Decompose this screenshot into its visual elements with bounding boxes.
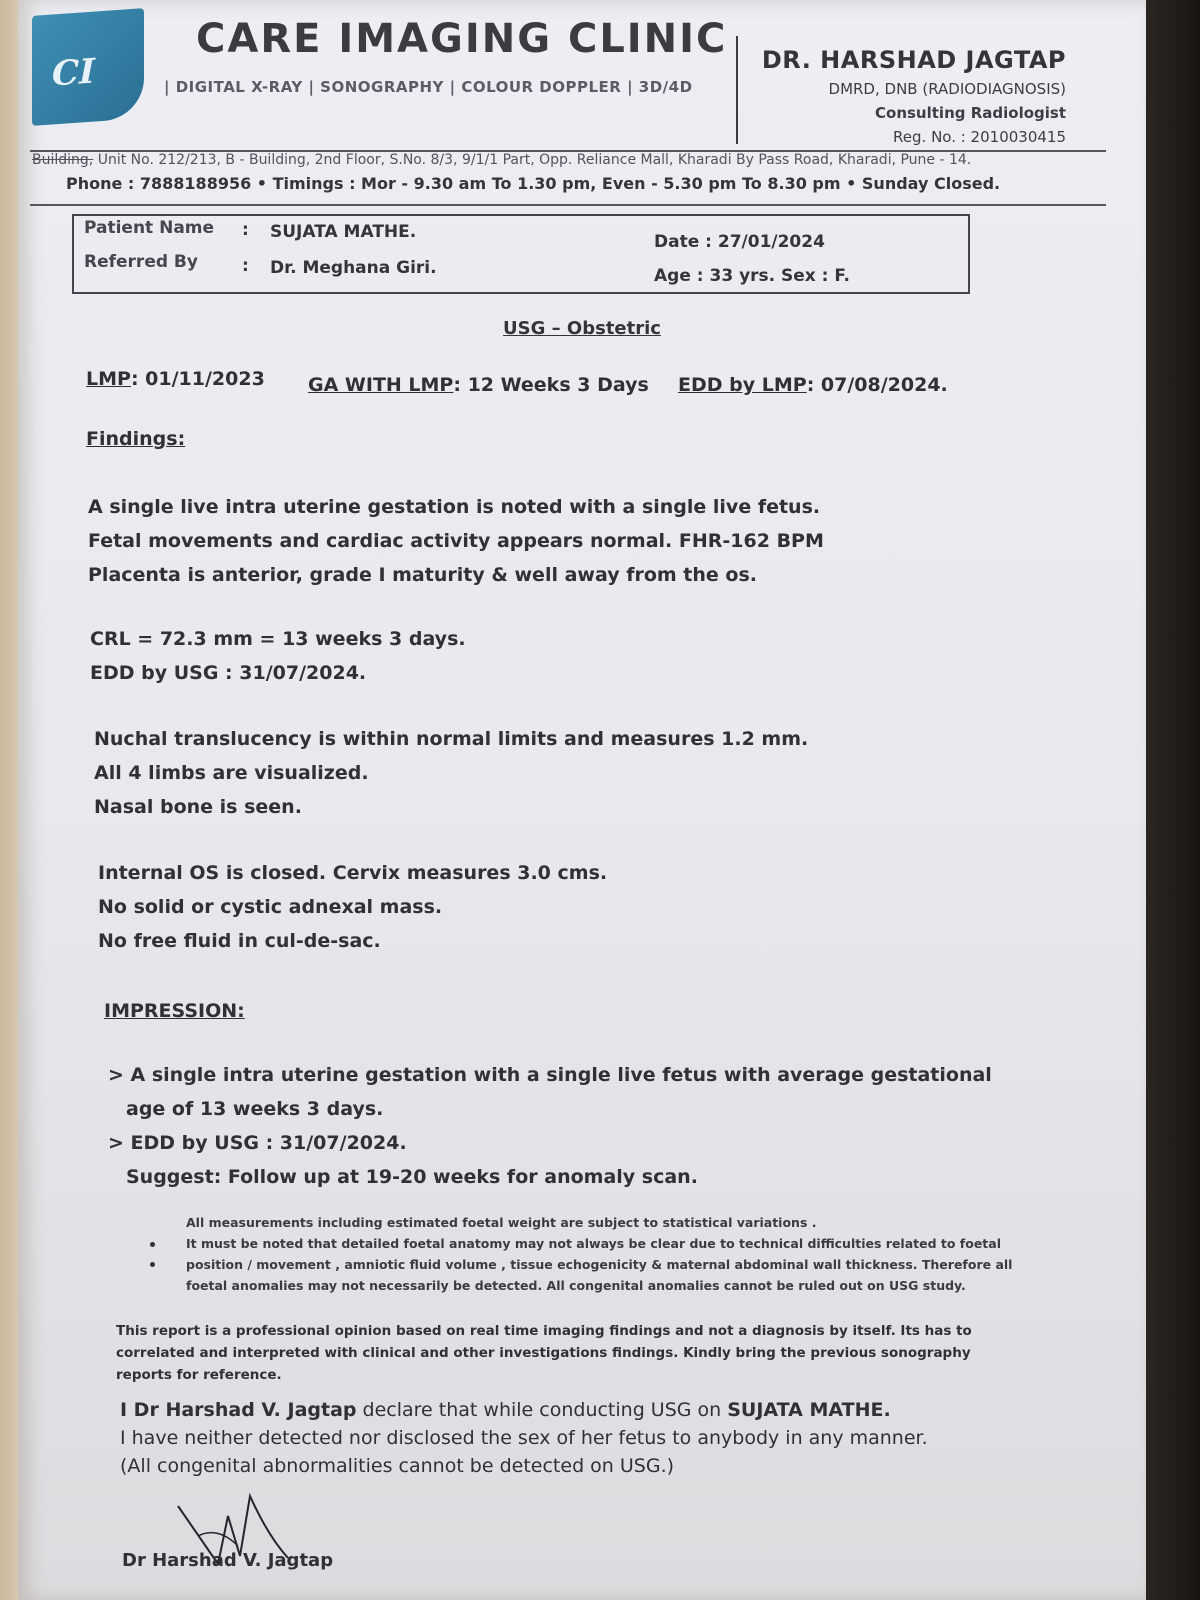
ga-line <box>308 374 649 396</box>
report-date: Date : 27/01/2024 <box>654 232 825 252</box>
sex-declaration <box>120 1396 928 1480</box>
ga-label: GA WITH LMP <box>308 374 454 396</box>
clinic-name: CARE IMAGING CLINIC <box>196 16 728 62</box>
referred-by-sep: : <box>242 256 249 276</box>
lmp-value: : 01/11/2023 <box>130 368 265 390</box>
finding-line: No solid or cystic adnexal mass. <box>98 896 443 918</box>
report-note: This report is a professional opinion based on real time imaging findings and not a diagnosis by itself. Its has to correlated and interpreted with clinical and other investigations findings. Kindly bring the previous sonography reports for reference. <box>116 1323 972 1383</box>
address-text: Unit No. 212/213, B - Building, 2nd Floor, S.No. 8/3, 9/1/1 Part, Opp. Reliance Mall, Kharadi By Pass Road, Kharadi, Pune - 14. <box>93 152 972 168</box>
impression-line: Suggest: Follow up at 19-20 weeks for anomaly scan. <box>126 1166 698 1188</box>
patient-name-label: Patient Name <box>84 218 215 238</box>
impression-block <box>108 1058 992 1194</box>
patient-name: SUJATA MATHE. <box>270 222 417 242</box>
findings-block-4 <box>98 856 607 958</box>
doctor-name: DR. HARSHAD JAGTAP <box>761 46 1066 74</box>
patient-name-sep: : <box>242 220 249 240</box>
finding-line: CRL = 72.3 mm = 13 weeks 3 days. <box>90 628 466 650</box>
findings-block-2 <box>90 622 466 690</box>
doctor-qualification: DMRD, DNB (RADIODIAGNOSIS) <box>828 80 1066 98</box>
finding-line: Internal OS is closed. Cervix measures 3.0 cms. <box>98 862 608 884</box>
finding-line: Fetal movements and cardiac activity appears normal. FHR-162 BPM <box>88 530 824 552</box>
lmp-line <box>86 368 265 390</box>
signature-name: Dr Harshad V. Jagtap <box>122 1550 334 1571</box>
patient-age-sex: Age : 33 yrs. Sex : F. <box>654 266 850 286</box>
referred-by-label: Referred By <box>84 252 198 272</box>
finding-line: Nuchal translucency is within normal limits and measures 1.2 mm. <box>94 728 809 750</box>
impression-line: age of 13 weeks 3 days. <box>126 1098 384 1120</box>
finding-line: Placenta is anterior, grade I maturity & well away from the os. <box>88 564 757 586</box>
declaration-line-2: I have neither detected nor disclosed the sex of her fetus to anybody in any manner. <box>120 1427 928 1449</box>
patient-info-box <box>72 214 970 294</box>
header-divider <box>736 36 738 144</box>
logo-text: CI <box>52 51 95 95</box>
disclaimer-line: All measurements including estimated foetal weight are subject to statistical variations . <box>186 1215 817 1230</box>
ga-value: : 12 Weeks 3 Days <box>453 374 649 396</box>
finding-line: No free fluid in cul-de-sac. <box>98 930 381 952</box>
clinic-services: | DIGITAL X-RAY | SONOGRAPHY | COLOUR DOPPLER | 3D/4D <box>164 78 693 96</box>
disclaimer-line: It must be noted that detailed foetal anatomy may not always be clear due to technical difficulties related to foetal position / movement , amniotic fluid volume , tissue echogenicity & maternal abdominal wall thickness. Therefore all foetal anomalies may not necessarily be detected. All congenital anomalies cannot be ruled out on USG study. <box>186 1236 1013 1293</box>
findings-block-1 <box>88 490 824 592</box>
referred-by: Dr. Meghana Giri. <box>270 258 437 278</box>
report-page <box>18 0 1146 1600</box>
finding-line: All 4 limbs are visualized. <box>94 762 369 784</box>
clinic-logo <box>32 8 144 126</box>
impression-line: > A single intra uterine gestation with a single live fetus with average gestational <box>108 1064 992 1086</box>
bullet-1 <box>150 1242 155 1247</box>
bullet-2 <box>150 1262 155 1267</box>
doctor-reg-no: Reg. No. : 2010030415 <box>893 128 1066 146</box>
declaration-line-3: (All congenital abnormalities cannot be detected on USG.) <box>120 1455 675 1477</box>
edd-lmp-label: EDD by LMP <box>678 374 807 396</box>
report-title: USG – Obstetric <box>503 318 661 339</box>
findings-block-3 <box>94 722 808 824</box>
finding-line: Nasal bone is seen. <box>94 796 302 818</box>
declaration-line-1: I Dr Harshad V. Jagtap declare that while conducting USG on SUJATA MATHE. <box>120 1399 891 1421</box>
findings-heading: Findings: <box>86 428 186 450</box>
clinic-phone-timings: Phone : 7888188956 • Timings : Mor - 9.30 am To 1.30 pm, Even - 5.30 pm To 8.30 pm • Sunday Closed. <box>66 174 1001 193</box>
doctor-info <box>762 46 1066 146</box>
edd-lmp-value: : 07/08/2024. <box>806 374 948 396</box>
impression-line: > EDD by USG : 31/07/2024. <box>108 1132 407 1154</box>
edd-lmp-line <box>678 374 948 396</box>
lmp-label: LMP <box>86 368 131 390</box>
clinic-address <box>32 152 971 168</box>
finding-line: A single live intra uterine gestation is noted with a single live fetus. <box>88 496 821 518</box>
header-rule-bottom <box>30 204 1106 206</box>
finding-line: EDD by USG : 31/07/2024. <box>90 662 367 684</box>
impression-heading: IMPRESSION: <box>104 1000 245 1022</box>
address-prefix: Building, <box>32 152 94 168</box>
disclaimer-block <box>186 1212 1046 1296</box>
doctor-role: Consulting Radiologist <box>875 104 1066 122</box>
